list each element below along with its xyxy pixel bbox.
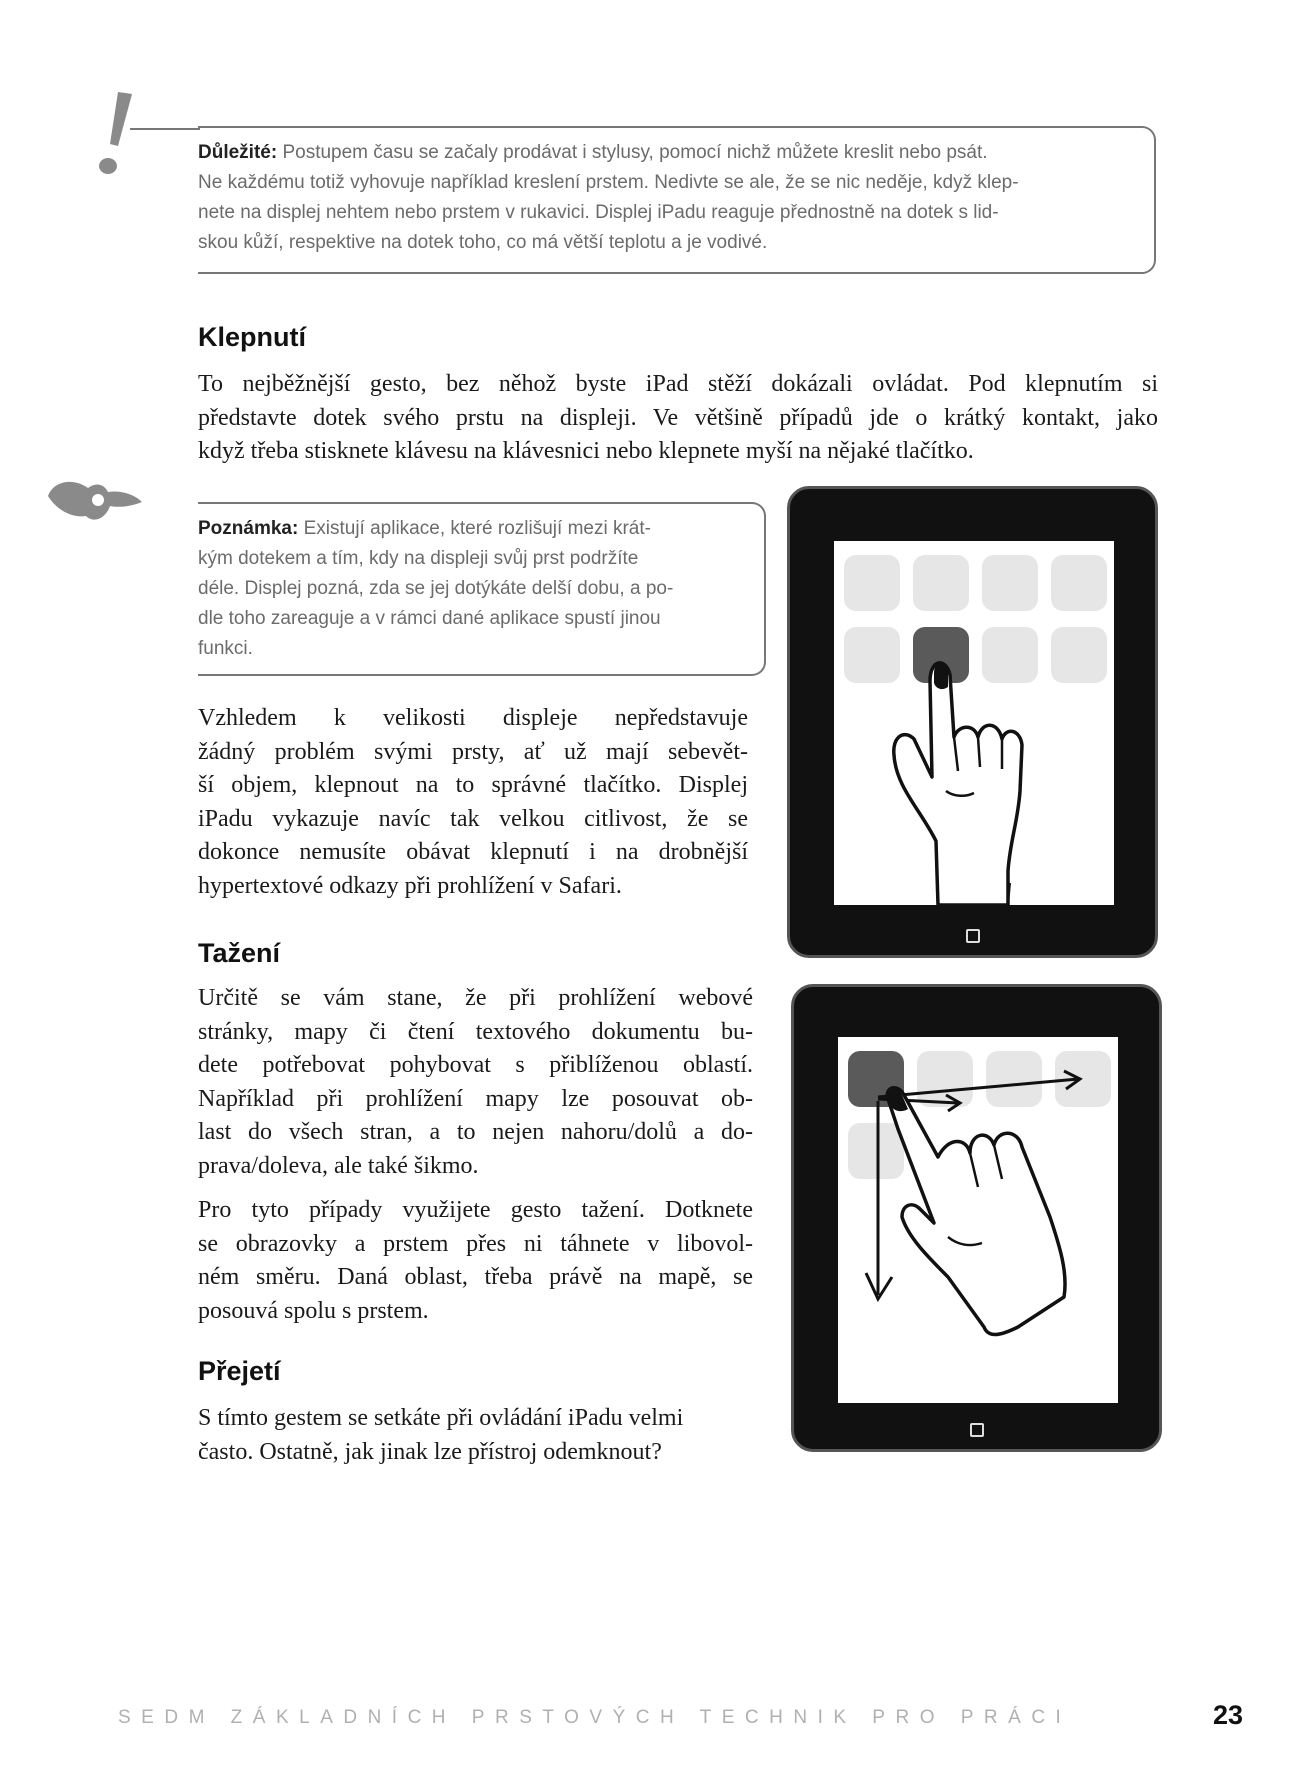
running-footer-title: SEDM ZÁKLADNÍCH PRSTOVÝCH TECHNIK PRO PRÁCI: [118, 1707, 1072, 1728]
tap-para-line-6: hypertextové odkazy při prohlížení v Safari.: [198, 872, 622, 899]
tap-intro-line-3: když třeba stisknete klávesu na klávesnici nebo klepnete myší na nějaké tlačítko.: [198, 438, 974, 464]
tap-intro-line-1: To nejběžnější gesto, bez něhož byste iPad stěží dokázali ovládat. Pod klepnutím si: [198, 371, 1158, 397]
swipe-paragraph: [198, 1402, 768, 1469]
note-label: Poznámka:: [198, 518, 299, 539]
drag-paragraph-1: [198, 982, 753, 1183]
heading-tap: Klepnutí: [198, 322, 306, 352]
ipad-drag-illustration: [791, 984, 1162, 1452]
drag-p2-line-1: Pro tyto případy využijete gesto tažení. Dotknete: [198, 1197, 753, 1223]
drag-p2-line-3: ném směru. Daná oblast, třeba právě na mapě, se: [198, 1264, 753, 1290]
tap-intro-line-2: představte dotek svého prstu na displeji. Ve většině případů jde o krátký kontakt, jako: [198, 404, 1158, 431]
note-line-2: kým dotekem a tím, kdy na displeji svůj prst podržíte: [198, 548, 639, 569]
tap-para-line-4: iPadu vykazuje navíc tak velkou citlivost, že se: [198, 805, 748, 832]
drag-p1-line-2: stránky, mapy či čtení textového dokumentu bu-: [198, 1018, 753, 1045]
ipad-tap-screen: [834, 541, 1114, 905]
drag-p2-line-2: se obrazovky a prstem přes ni táhnete v libovol-: [198, 1230, 753, 1257]
note-feather-icon: [44, 466, 144, 536]
tap-para-line-3: ší objem, klepnout na to správné tlačítko. Displej: [198, 772, 748, 798]
note-line-4: dle toho zareaguje a v rámci dané aplikace spustí jinou: [198, 608, 661, 629]
heading-swipe: Přejetí: [198, 1356, 281, 1386]
home-button-icon: [970, 1423, 984, 1437]
drag-p1-line-4: Například při prohlížení mapy lze posouvat ob-: [198, 1085, 753, 1112]
heading-drag: Tažení: [198, 938, 281, 968]
drag-paragraph-2: [198, 1194, 753, 1328]
drag-p1-line-6: prava/doleva, ale také šikmo.: [198, 1152, 479, 1179]
important-line-3: nete na displej nehtem nebo prstem v rukavici. Displej iPadu reaguje přednostně na dotek s lid-: [198, 202, 999, 223]
important-line-2: Ne každému totiž vyhovuje například kreslení prstem. Nedivte se ale, že se nic neděje, když klep-: [198, 172, 1019, 193]
important-label: Důležité:: [198, 142, 278, 163]
swipe-line-2: často. Ostatně, jak jinak lze přístroj odemknout?: [198, 1438, 662, 1465]
exclamation-icon: [88, 88, 148, 178]
tap-intro: [198, 368, 1158, 469]
ipad-drag-screen: [838, 1037, 1118, 1403]
drag-p1-line-3: dete potřebovat pohybovat s přiblíženou oblastí.: [198, 1052, 753, 1078]
dragging-hand-icon: [838, 1037, 1118, 1403]
tap-para-line-5: dokonce nemusíte obávat klepnutí i na drobnější: [198, 839, 748, 865]
note-line-1: Poznámka: Existují aplikace, které rozlišují mezi krát-: [198, 518, 651, 539]
tapping-hand-icon: [834, 541, 1114, 905]
important-line-4: skou kůží, respektive na dotek toho, co má větší teplotu a je vodivé.: [198, 232, 768, 253]
callout-leader-line: [130, 126, 200, 132]
tap-para-line-1: Vzhledem k velikosti displeje nepředstavuje: [198, 705, 748, 731]
drag-p1-line-5: last do všech stran, a to nejen nahoru/dolů a do-: [198, 1119, 753, 1145]
drag-p2-line-4: posouvá spolu s prstem.: [198, 1297, 429, 1324]
swipe-line-1: S tímto gestem se setkáte při ovládání iPadu velmi: [198, 1405, 684, 1431]
tap-para-line-2: žádný problém svými prsty, ať už mají sebevět-: [198, 738, 748, 765]
drag-p1-line-1: Určitě se vám stane, že při prohlížení webové: [198, 985, 753, 1011]
note-callout: [198, 502, 766, 676]
important-callout: [198, 126, 1156, 274]
tap-paragraph: [198, 702, 748, 903]
page-number: 23: [1212, 1700, 1243, 1730]
note-line-3: déle. Displej pozná, zda se jej dotýkáte delší dobu, a po-: [198, 578, 674, 599]
home-button-icon: [966, 929, 980, 943]
ipad-tap-illustration: [787, 486, 1158, 958]
important-line-1: Důležité: Postupem času se začaly prodávat i stylusy, pomocí nichž můžete kreslit nebo psát.: [198, 142, 988, 163]
note-line-5: funkci.: [198, 638, 253, 659]
